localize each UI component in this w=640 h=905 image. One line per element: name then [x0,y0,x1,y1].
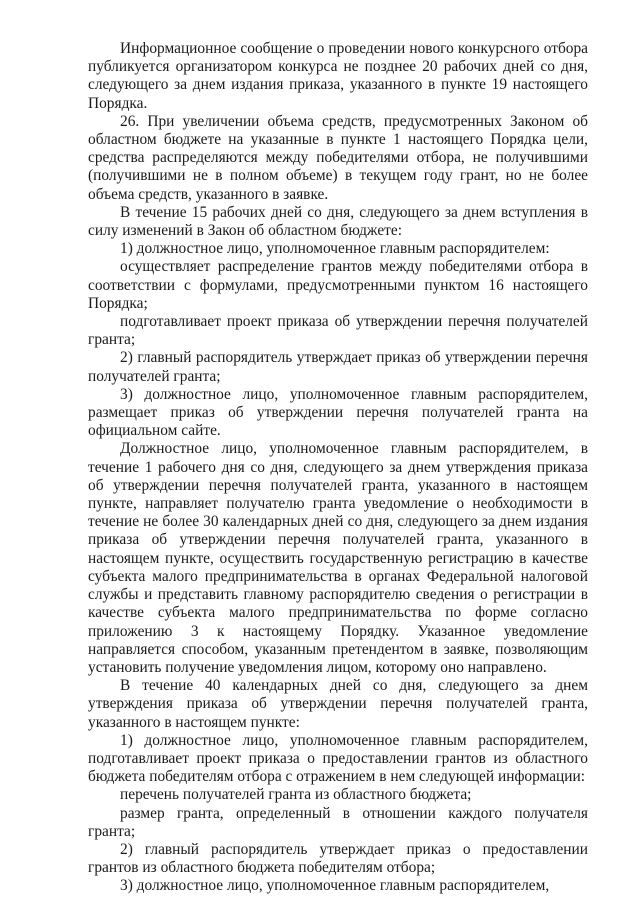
paragraph: 1) должностное лицо, уполномоченное главным распорядителем: [120,240,550,258]
paragraph: 1) должностное лицо, уполномоченное главным распорядителем, подготавливает проект приказа о предоставлении грантов из областного бюджета победителям отбора с отражением в нем следующей информации: [88,731,588,786]
paragraph: 2) главный распорядитель утверждает приказ о предоставлении грантов из областного бюджета победителям отбора; [88,840,588,877]
paragraph: В течение 40 календарных дней со дня, следующего за днем утверждения приказа об утверждении перечня получателей гранта, указанного в настоящем пункте: [88,677,588,731]
paragraph: подготавливает проект приказа об утверждении перечня получателей гранта; [88,313,588,349]
paragraph: 26. При увеличении объема средств, предусмотренных Законом об областном бюджете на указанные в пункте 1 настоящего Порядка цели, средства распределяются между победителями отбора, не получившими (получившими не в полном объеме) в текущем году грант, но не более объема средств, указанного в заявке. [88,112,588,203]
paragraph: В течение 15 рабочих дней со дня, следующего за днем вступления в силу изменений в Закон об областном бюджете: [88,203,588,240]
paragraph: 3) должностное лицо, уполномоченное главным распорядителем, [120,877,550,895]
paragraph: перечень получателей гранта из областного бюджета; [120,786,472,804]
paragraph: Должностное лицо, уполномоченное главным распорядителем, в течение 1 рабочего дня со дня, следующего за днем утверждения приказа об утверждении перечня получателей гранта, указанного в настоящем пункте, направляет получателю гранта уведомление о необходимости в течение не более 30 календарных дней со дня, следующего за днем издания приказа об утверждении перечня получателей гранта, указанного в настоящем пункте, осуществить государственную регистрацию в качестве субъекта малого предпринимательства в органах Федеральной налоговой службы и представить главному распорядителю сведения о регистрации в качестве субъекта малого предпринимательства по форме согласно приложению 3 к настоящему Порядку. Указанное уведомление направляется способом, указанным претендентом в заявке, позволяющим установить получение уведомления лицом, которому оно направлено. [88,440,588,676]
paragraph: 3) должностное лицо, уполномоченное главным распорядителем, размещает приказ об утверждении перечня получателей гранта на официальном сайте. [88,385,588,440]
document-page [88,40,588,896]
paragraph: осуществляет распределение грантов между победителями отбора в соответствии с формулами, предусмотренными пунктом 16 настоящего Порядка; [88,258,588,312]
paragraph: Информационное сообщение о проведении нового конкурсного отбора публикуется организатором конкурса не позднее 20 рабочих дней со дня, следующего за днем издания приказа, указанного в пункте 19 настоящего Порядка. [88,40,588,112]
paragraph: 2) главный распорядитель утверждает приказ об утверждении перечня получателей гранта; [88,349,588,385]
paragraph: размер гранта, определенный в отношении каждого получателя гранта; [88,804,588,840]
